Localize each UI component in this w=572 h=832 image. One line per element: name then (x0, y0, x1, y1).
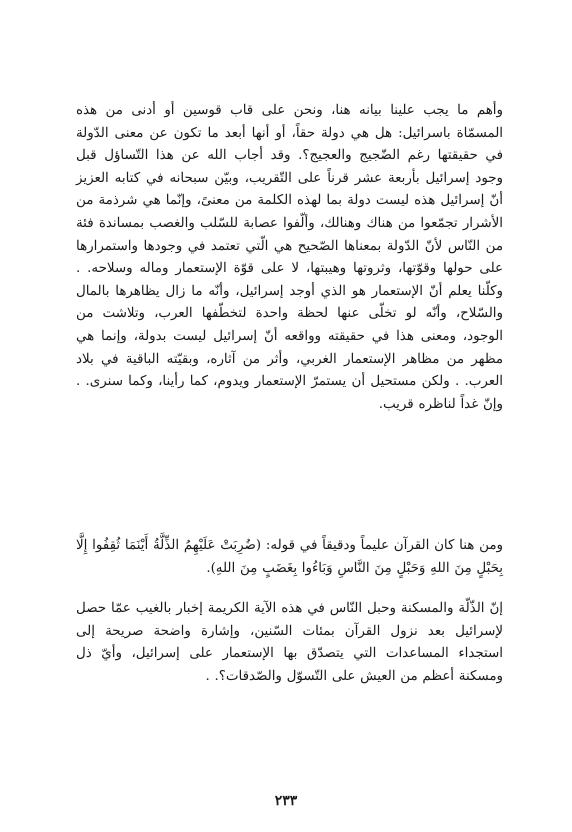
page-number: ٢٣٣ (274, 793, 298, 809)
paragraph-text: إنّ الذّلّة والمسكنة وحبل النّاس في هذه الآية الكريمة إخبار بالغيب عمّا حصل لإسرائيل بعد نزول القرآن بمئات السّنين، وإشارة واضحة صريحة إلى استجداء المساعدات التي يتصدّق بها الإستعمار على إسرائيل، وأيّ ذل ومسكنة أعظم من العيش على التّسوّل والصّدقات؟. . (76, 601, 503, 684)
paragraph-text: وأهم ما يجب علينا بيانه هنا، ونحن على قاب قوسين أو أدنى من هذه المسمّاة باسرائيل: هل هي دولة حقاً، أو أنها أبعد ما تكون عن معنى الدّولة في حقيقتها رغم الضّجيج والعجيج؟. وقد أجاب الله عن هذا التّساؤل قبل وجود إسرائيل بأربعة عشر قرناً على التّقريب، وبيّن سبحانه في كتابه العزيز أنّ إسرائيل هذه ليست دولة بما لهذه الكلمة من معنىً، وإنّما هي شرذمة من الأشرار تجمّعوا من هناك وهنالك، وألّفوا عصابة للسّلب والغصب بمساندة فئة من النّاس لأنّ الدّولة بمعناها الصّحيح هي الّتي تعتمد في وجودها واستمرارها على حولها وقوّتها، وثروتها وهيبتها، لا على قوّة الإستعمار وماله وسلاحه. . وكلّنا يعلم أنّ الإستعمار هو الذي أوجد إسرائيل، وأنّه ما زال يظاهرها بالمال والسّلاح، وأنّه لو تخلّى عنها لحظة واحدة لتخطّفها العرب، وتلاشت من الوجود، ومعنى هذا في حقيقته وواقعه أنّ إسرائيل ليست بدولة، وإنما هي مظهر من مظاهر الإستعمار الغربي، وأثر من آثاره، وبقيّته الباقية في بلاد العرب. . ولكن مستحيل أن يستمرّ الإستعمار ويدوم، كما رأينا، وكما سنرى. . وإنّ غداً لناظره قريب. (76, 103, 503, 412)
body-paragraph-3 (76, 598, 503, 688)
body-paragraph-2-quran-quote (76, 535, 503, 580)
paragraph-text: ومن هنا كان القرآن عليماً ودقيقاً في قوله: (ضُرِبَتْ عَلَيْهِمُ الذِّلَّةُ أَيْنَمَا ثُقِفُوا إِلَّا بِحَبْلٍ مِنَ اللهِ وَحَبْلٍ مِنَ النَّاسِ وَبَاءُوا بِغَضَبٍ مِنَ اللهِ). (76, 538, 503, 576)
body-paragraph-1 (76, 100, 503, 416)
